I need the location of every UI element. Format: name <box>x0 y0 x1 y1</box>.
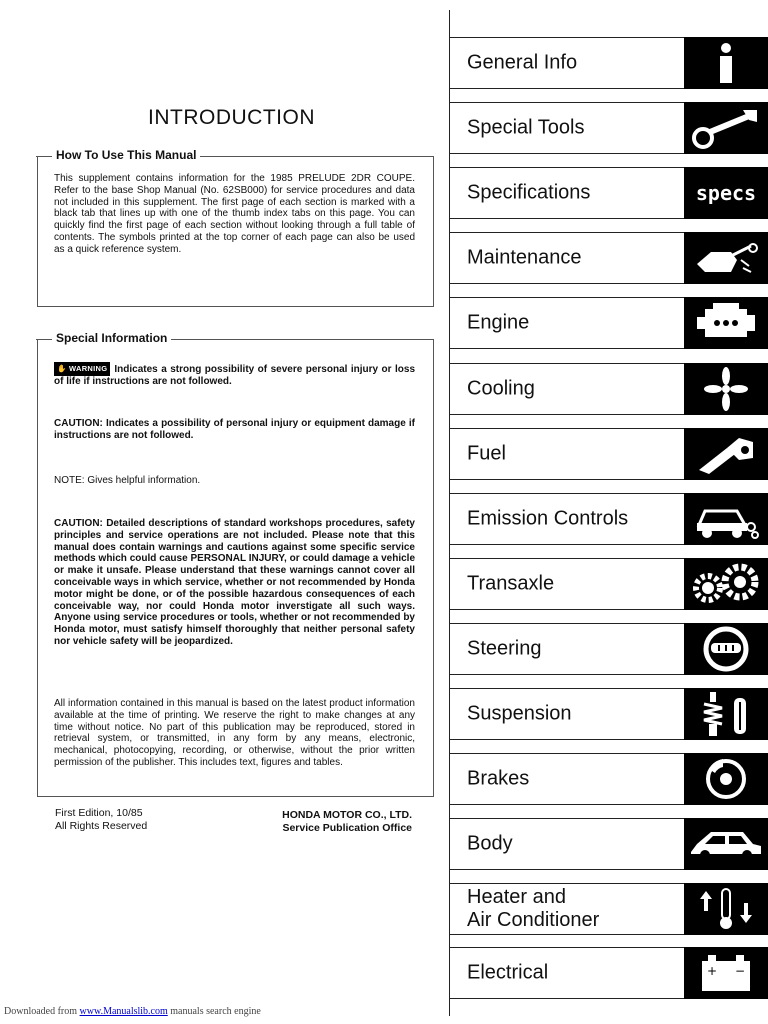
special-information-heading: Special Information <box>52 331 171 345</box>
how-to-use-heading: How To Use This Manual <box>52 148 200 162</box>
note-paragraph: NOTE: Gives helpful information. <box>54 475 201 486</box>
tab-label: Suspension <box>467 702 572 725</box>
gears-icon <box>684 558 768 610</box>
tab-label: Electrical <box>467 961 549 984</box>
warning-text: Indicates a strong possibility of severe personal injury or loss of life if instructions are not followed. <box>54 364 415 387</box>
specs-icon <box>684 167 768 219</box>
how-to-use-section <box>37 148 434 307</box>
publisher-info <box>258 809 412 835</box>
tab-label: Fuel <box>467 442 506 465</box>
tab-fuel[interactable] <box>449 428 768 480</box>
tab-electrical[interactable] <box>449 947 768 999</box>
tab-label: Cooling <box>467 377 535 400</box>
tab-label: Brakes <box>467 767 530 790</box>
tab-label: Specifications <box>467 181 591 204</box>
tab-label: Steering <box>467 637 542 660</box>
tab-heater-and-air-conditioner[interactable] <box>449 883 768 935</box>
tab-brakes[interactable] <box>449 753 768 805</box>
rights-paragraph: All information contained in this manual is based on the latest product information available at the time of printing. We reserve the right to make changes at any time without notice. No part of this publication may be reproduced, stored in retrieval system, or transmitted, in any form by any means, electronic, mechanical, photocopying, recording, or otherwise, without the prior written permission of the publisher. This includes text, figures and tables. <box>54 698 415 768</box>
tab-label: Body <box>467 832 513 855</box>
page-title: INTRODUCTION <box>148 106 315 129</box>
specs-icon-text: specs <box>695 181 757 205</box>
brake-disc-icon <box>684 753 768 805</box>
tab-transaxle[interactable] <box>449 558 768 610</box>
caution-paragraph: CAUTION: Indicates a possibility of personal injury or equipment damage if instructions are not followed. <box>54 418 415 441</box>
engine-icon <box>684 297 768 349</box>
tab-label: Maintenance <box>467 246 582 269</box>
tab-specifications[interactable] <box>449 167 768 219</box>
shock-absorber-icon <box>684 688 768 740</box>
tab-maintenance[interactable] <box>449 232 768 284</box>
rights-reserved-text: All Rights Reserved <box>55 820 148 832</box>
edition-text: First Edition, 10/85 <box>55 807 143 819</box>
download-footer: Downloaded from www.Manualslib.com manuals search engine <box>4 1006 261 1017</box>
thermometer-icon <box>684 883 768 935</box>
tab-label: Special Tools <box>467 116 585 139</box>
tab-label: Engine <box>467 311 530 334</box>
manualslib-link[interactable]: www.Manualslib.com <box>79 1006 168 1017</box>
publisher-name: HONDA MOTOR CO., LTD. <box>282 809 412 821</box>
battery-icon <box>684 947 768 999</box>
svg-text:−: − <box>734 964 746 978</box>
fuel-nozzle-icon <box>684 428 768 480</box>
car-body-icon <box>684 818 768 870</box>
edition-info <box>55 807 147 833</box>
tab-label: General Info <box>467 51 578 74</box>
oil-can-icon <box>684 232 768 284</box>
tab-label: Transaxle <box>467 572 555 595</box>
tab-body[interactable] <box>449 818 768 870</box>
publisher-office: Service Publication Office <box>282 822 412 834</box>
emission-car-icon <box>684 493 768 545</box>
tab-engine[interactable] <box>449 297 768 349</box>
caution-detail-paragraph: CAUTION: Detailed descriptions of standard workshops procedures, safety principles and service operations are not included. Please note that this manual does contain warnings and cautions against some specific service methods which could cause PERSONAL INJURY, or could damage a vehicle or make it unsafe. Please understand that these warnings cannot cover all conceivable ways in which service, whether or not recommended by Honda motor might be done, or of the possible hazardous consequences of each conceivable way, nor could Honda motor inverstigate all such ways. Anyone using service procedures or tools, whether or not recommended by Honda motor, must satisfy himself thoroughly that neither personal safety nor vehicle safety will be jeopardized. <box>54 518 415 647</box>
warning-badge: ✋ WARNING <box>54 362 110 376</box>
warning-paragraph <box>54 362 415 388</box>
info-icon <box>684 37 768 89</box>
special-information-section <box>37 331 434 797</box>
svg-text:+: + <box>706 964 718 978</box>
tab-suspension[interactable] <box>449 688 768 740</box>
tab-general-info[interactable] <box>449 37 768 89</box>
tab-cooling[interactable] <box>449 363 768 415</box>
tab-label: Emission Controls <box>467 507 629 530</box>
wrench-icon <box>684 102 768 154</box>
tab-steering[interactable] <box>449 623 768 675</box>
tab-special-tools[interactable] <box>449 102 768 154</box>
tab-emission-controls[interactable] <box>449 493 768 545</box>
how-to-use-body: This supplement contains information for the 1985 PRELUDE 2DR COUPE. Refer to the base Shop Manual (No. 62SB000) for service procedures and data not included in this supplement. The first page of each section is marked with a black tab that lines up with one of the thumb index tabs on this page. You can quickly find the first page of each section without looking through a full table of contents. The symbols printed at the top corner of each page can also be used as a quick reference system. <box>54 173 415 255</box>
fan-icon <box>684 363 768 415</box>
steering-wheel-icon <box>684 623 768 675</box>
tab-label: Heater and Air Conditioner <box>467 886 600 931</box>
